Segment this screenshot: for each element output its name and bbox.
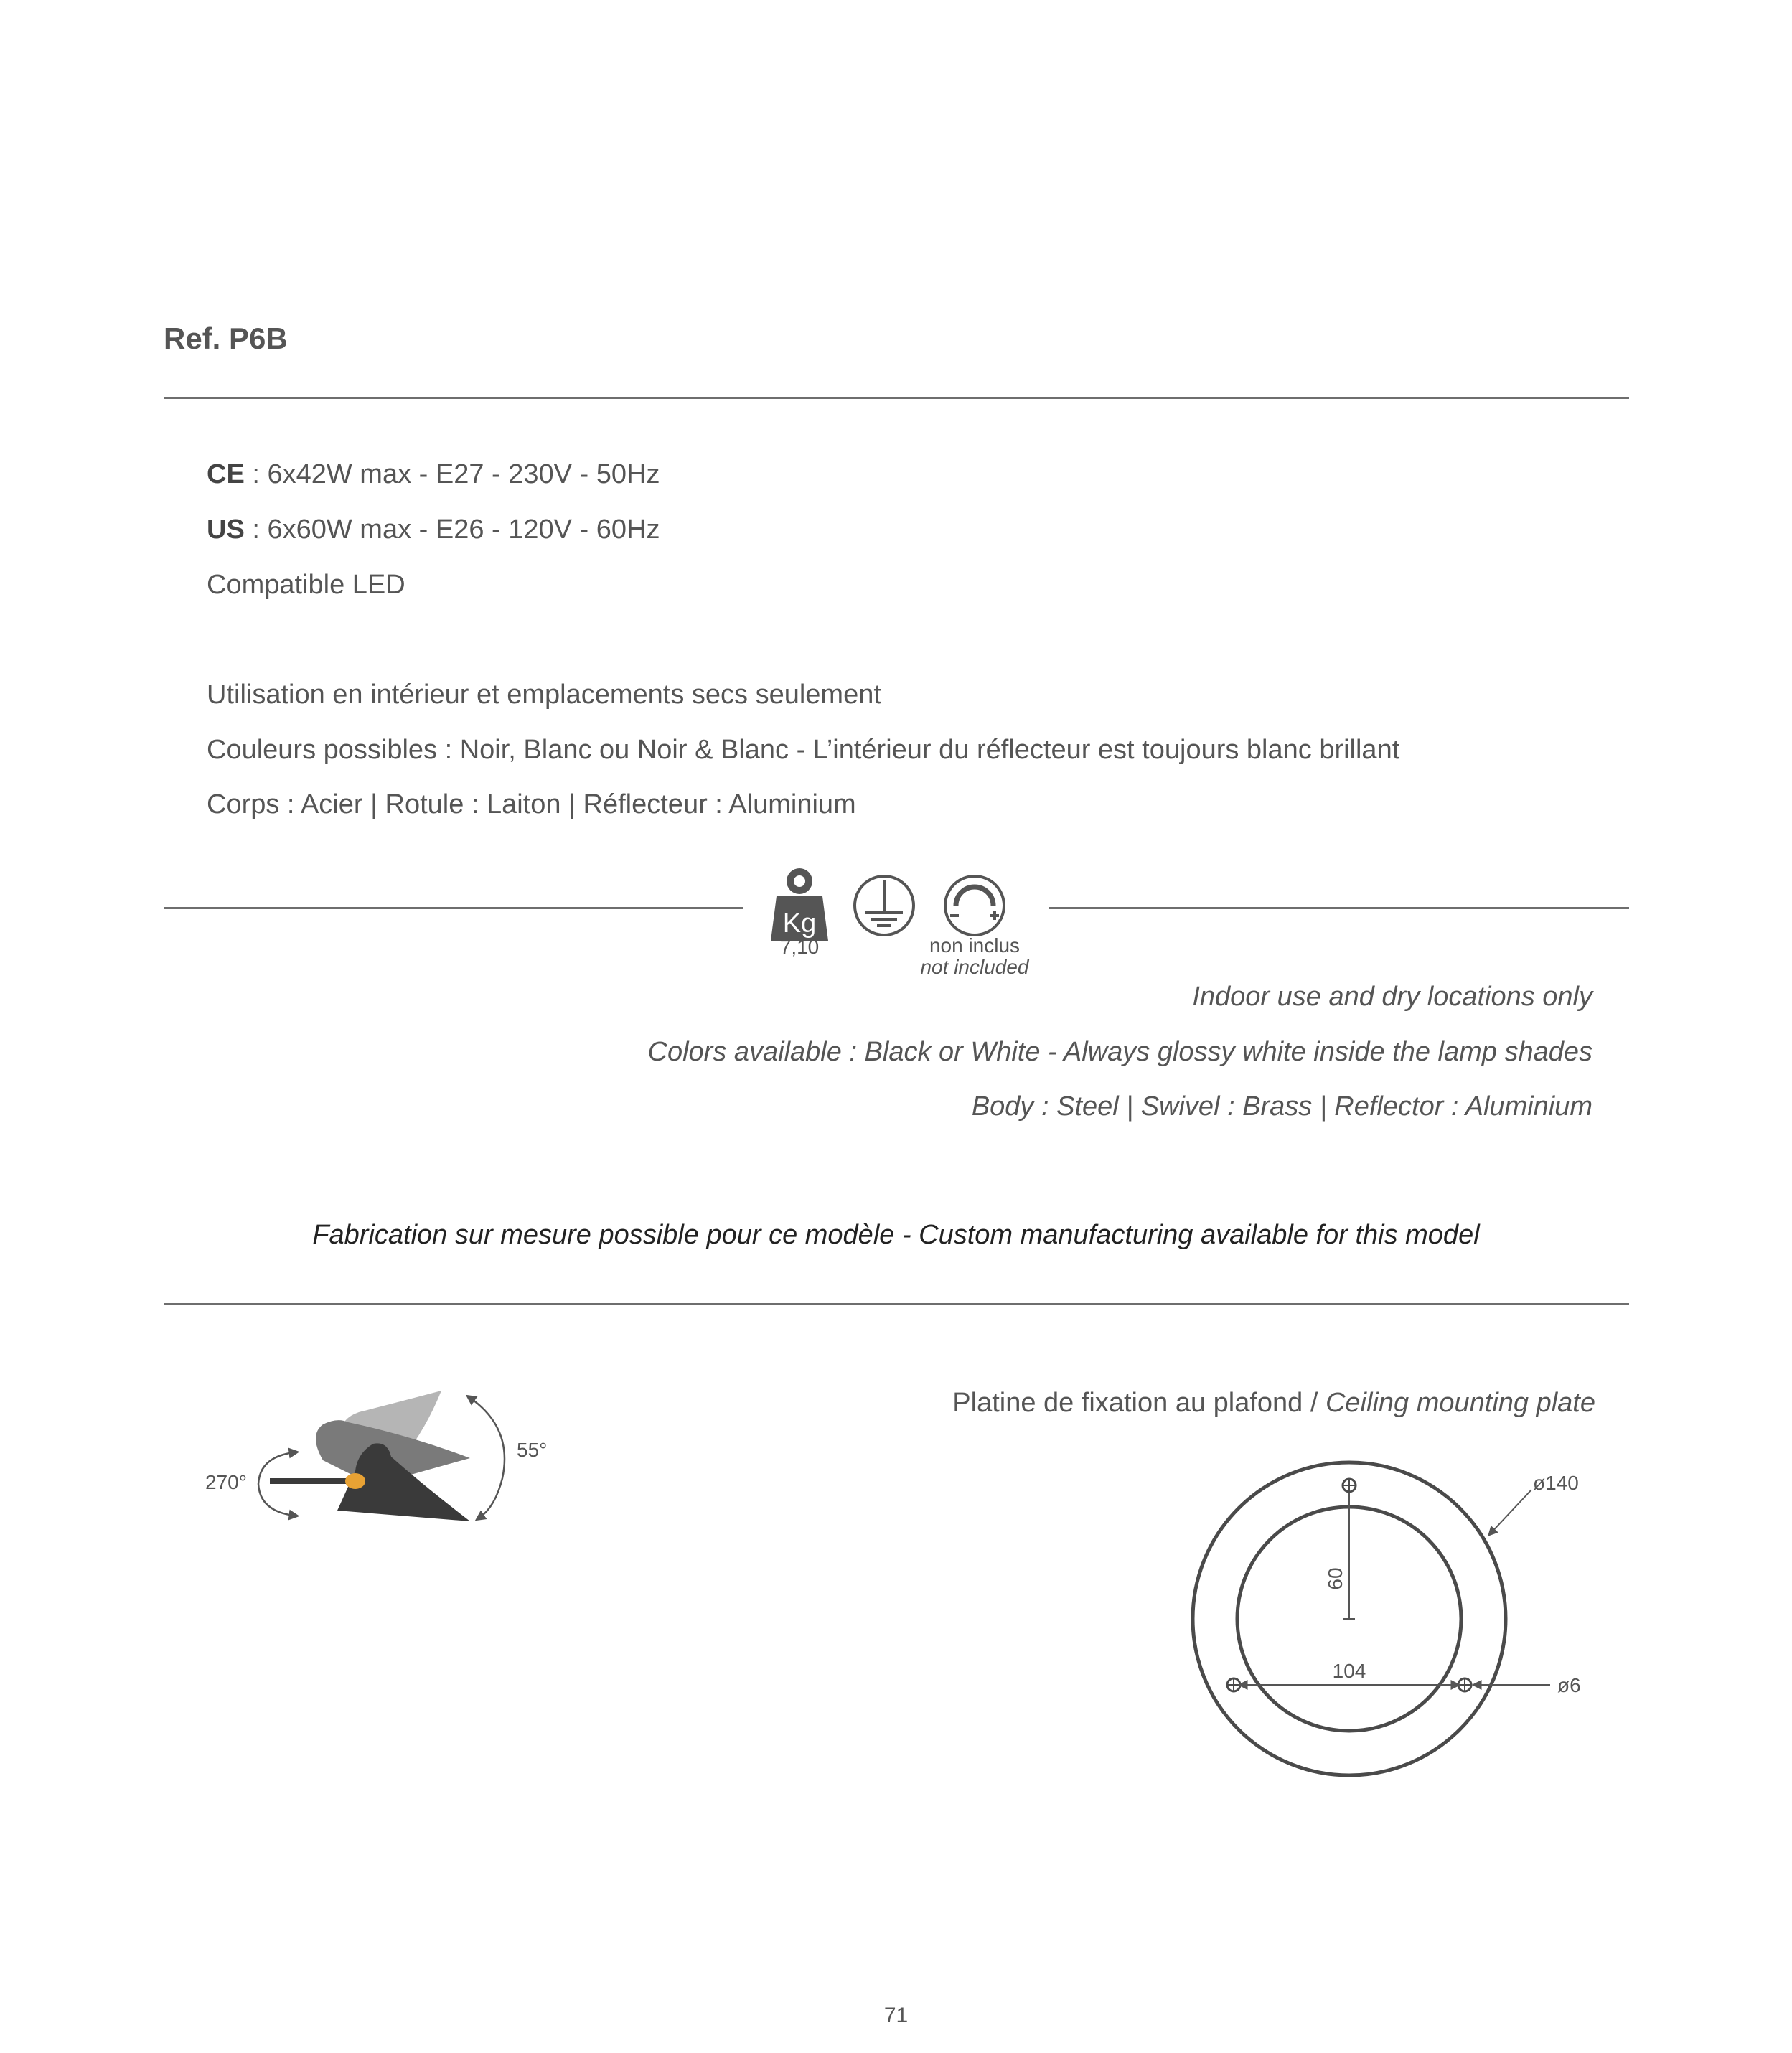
plate-title-en: Ceiling mounting plate [1325,1388,1595,1418]
reference-title: Ref. P6B [164,321,288,355]
plate-title-fr: Platine de fixation au plafond / [952,1388,1326,1418]
rotation-diagram [194,1378,567,1543]
spec-ce [207,459,660,490]
spec-ce-value: : 6x42W max - E27 - 230V - 50Hz [244,459,660,489]
hole-diameter-label: ø6 [1557,1674,1581,1696]
dimmer-note-en: not included [920,956,1029,978]
en-usage: Indoor use and dry locations only [1192,982,1592,1012]
fr-materials: Corps : Acier | Rotule : Laiton | Réflecteur : Aluminium [207,789,856,819]
spec-ce-label: CE [207,459,245,489]
mounting-plate-diagram [1177,1457,1622,1787]
offset-label: 60 [1324,1567,1346,1590]
brass-swivel [345,1473,365,1489]
top-divider [164,397,1629,399]
fr-colors: Couleurs possibles : Noir, Blanc ou Noir & Blanc - L’intérieur du réflecteur est toujours blanc brillant [207,735,1400,765]
spec-us [207,515,660,545]
en-materials: Body : Steel | Swivel : Brass | Reflector : Aluminium [971,1091,1592,1122]
weight-value: 7,10 [779,936,820,958]
hole-spacing-label: 104 [1332,1660,1366,1682]
en-colors: Colors available : Black or White - Always glossy white inside the lamp shades [647,1037,1592,1067]
spec-led: Compatible LED [207,570,405,600]
bottom-divider [164,1303,1629,1305]
dimmer-note-fr: non inclus [929,934,1021,957]
rotation-arrow-vertical [470,1398,505,1518]
lamp-arm [270,1478,349,1484]
custom-manufacturing-note: Fabrication sur mesure possible pour ce modèle - Custom manufacturing available for this model [312,1220,1480,1250]
rotation-label-vertical: 55° [517,1439,548,1461]
earth-ground-icon [851,873,917,939]
plate-title [952,1388,1595,1419]
weight-unit: Kg [782,908,817,939]
spec-us-value: : 6x60W max - E26 - 120V - 60Hz [244,515,660,545]
spec-us-label: US [207,515,245,545]
outer-diameter-label: ø140 [1533,1472,1579,1494]
outer-diameter-leader [1488,1490,1531,1536]
rotation-label-horizontal: 270° [205,1471,247,1493]
icon-row-right-divider [1049,907,1629,909]
dimmer-icon [942,873,1008,939]
fr-usage: Utilisation en intérieur et emplacements secs seulement [207,680,881,710]
weight-icon [768,865,832,945]
icon-row-left-divider [164,907,743,909]
page-number: 71 [883,2003,909,2027]
